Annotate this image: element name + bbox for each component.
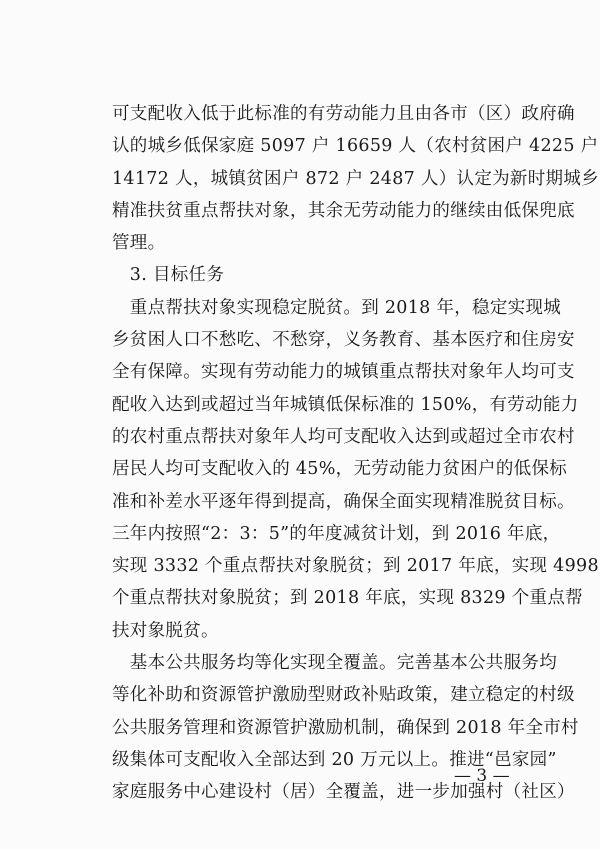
- text-line: 公共服务管理和资源管护激励机制，确保到 2018 年全市村: [112, 717, 579, 738]
- text-line: 三年内按照“2：3：5”的年度减贫计划，到 2016 年底，: [112, 523, 561, 544]
- text-line: 准和补差水平逐年得到提高，确保全面实现精准脱贫目标。: [112, 491, 575, 512]
- text-line: 个重点帮扶对象脱贫；到 2018 年底，实现 8329 个重点帮: [112, 588, 583, 609]
- text-line: 配收入达到或超过当年城镇低保标准的 150%，有劳动能力: [112, 394, 579, 415]
- text-line: 家庭服务中心建设村（居）全覆盖，进一步加强村（社区）: [112, 782, 575, 803]
- text-line: 全有保障。实现有劳动能力的城镇重点帮扶对象年人均可支: [112, 362, 575, 383]
- text-line: 乡贫困人口不愁吃、不愁穿，义务教育、基本医疗和住房安: [112, 330, 575, 351]
- text-line: 14172 人，城镇贫困户 872 户 2487 人）认定为新时期城乡: [112, 168, 599, 189]
- page-number: — 3 —: [454, 766, 510, 786]
- text-line: 实现 3332 个重点帮扶对象脱贫；到 2017 年底，实现 4998: [112, 556, 599, 577]
- document-body: [112, 98, 599, 809]
- text-line: 的农村重点帮扶对象年人均可支配收入达到或超过全市农村: [112, 426, 575, 447]
- text-line: 扶对象脱贫。: [112, 620, 219, 641]
- text-line: 精准扶贫重点帮扶对象，其余无劳动能力的继续由低保兜底: [112, 200, 575, 221]
- text-line: 认的城乡低保家庭 5097 户 16659 人（农村贫困户 4225 户: [112, 136, 599, 157]
- text-line: 基本公共服务均等化实现全覆盖。完善基本公共服务均: [112, 653, 557, 674]
- text-line: 可支配收入低于此标准的有劳动能力且由各市（区）政府确: [112, 104, 575, 124]
- text-line: 管理。: [112, 233, 166, 254]
- section-heading: 3. 目标任务: [112, 265, 225, 286]
- text-line: 重点帮扶对象实现稳定脱贫。到 2018 年，稳定实现城: [112, 297, 562, 318]
- text-line: 级集体可支配收入全部达到 20 万元以上。推进“邑家园”: [112, 749, 557, 770]
- text-line: 居民人均可支配收入的 45%，无劳动能力贫困户的低保标: [112, 459, 568, 480]
- text-line: 等化补助和资源管护激励型财政补贴政策，建立稳定的村级: [112, 685, 575, 706]
